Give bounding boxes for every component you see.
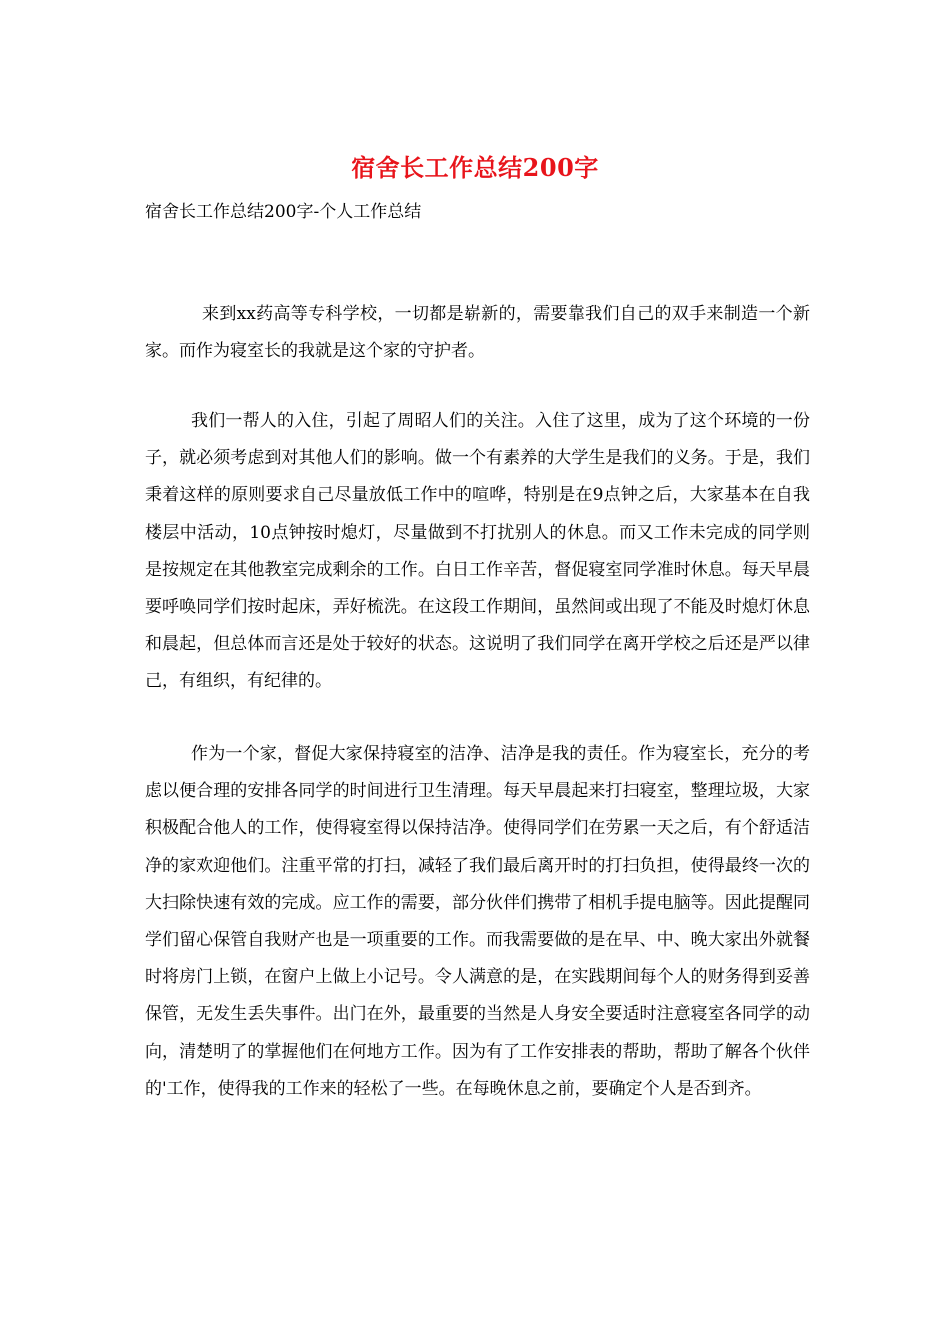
document-title: 宿舍长工作总结200字 xyxy=(351,153,599,182)
paragraph-3: 作为一个家，督促大家保持寝室的洁净、洁净是我的责任。作为寝室长，充分的考虑以便合理的安排各同学的时间进行卫生清理。每天早晨起来打扫寝室，整理垃圾，大家积极配合他人的工作，使得寝室得以保持洁净。使得同学们在劳累一天之后，有个舒适洁净的家欢迎他们。注重平常的打扫，减轻了我们最后离开时的打扫负担，使得最终一次的大扫除快速有效的完成。应工作的需要，部分伙伴们携带了相机手提电脑等。因此提醒同学们留心保管自我财产也是一项重要的工作。而我需要做的是在早、中、晚大家出外就餐时将房门上锁，在窗户上做上小记号。令人满意的是，在实践期间每个人的财务得到妥善保管，无发生丢失事件。出门在外，最重要的当然是人身安全要适时注意寝室各同学的动向，清楚明了的掌握他们在何地方工作。因为有了工作安排表的帮助，帮助了解各个伙伴的'工作，使得我的工作来的轻松了一些。在每晚休息之前，要确定个人是否到齐。 xyxy=(145,744,810,1099)
document-subtitle: 宿舍长工作总结200字-个人工作总结 xyxy=(145,202,422,222)
paragraph-1: 来到xx药高等专科学校，一切都是崭新的，需要靠我们自己的双手来制造一个新家。而作为寝室长的我就是这个家的守护者。 xyxy=(145,304,810,362)
paragraph-2: 我们一帮人的入住，引起了周昭人们的关注。入住了这里，成为了这个环境的一份子，就必须考虑到对其他人们的影响。做一个有素养的大学生是我们的义务。于是，我们秉着这样的原则要求自己尽量放低工作中的喧哗，特别是在9点钟之后，大家基本在自我楼层中活动，10点钟按时熄灯，尽量做到不打扰别人的休息。而又工作未完成的同学则是按规定在其他教室完成剩余的工作。白日工作辛苦，督促寝室同学准时休息。每天早晨要呼唤同学们按时起床，弄好梳洗。在这段工作期间，虽然间或出现了不能及时熄灯休息和晨起，但总体而言还是处于较好的状态。这说明了我们同学在离开学校之后还是严以律己，有组织，有纪律的。 xyxy=(145,411,810,692)
